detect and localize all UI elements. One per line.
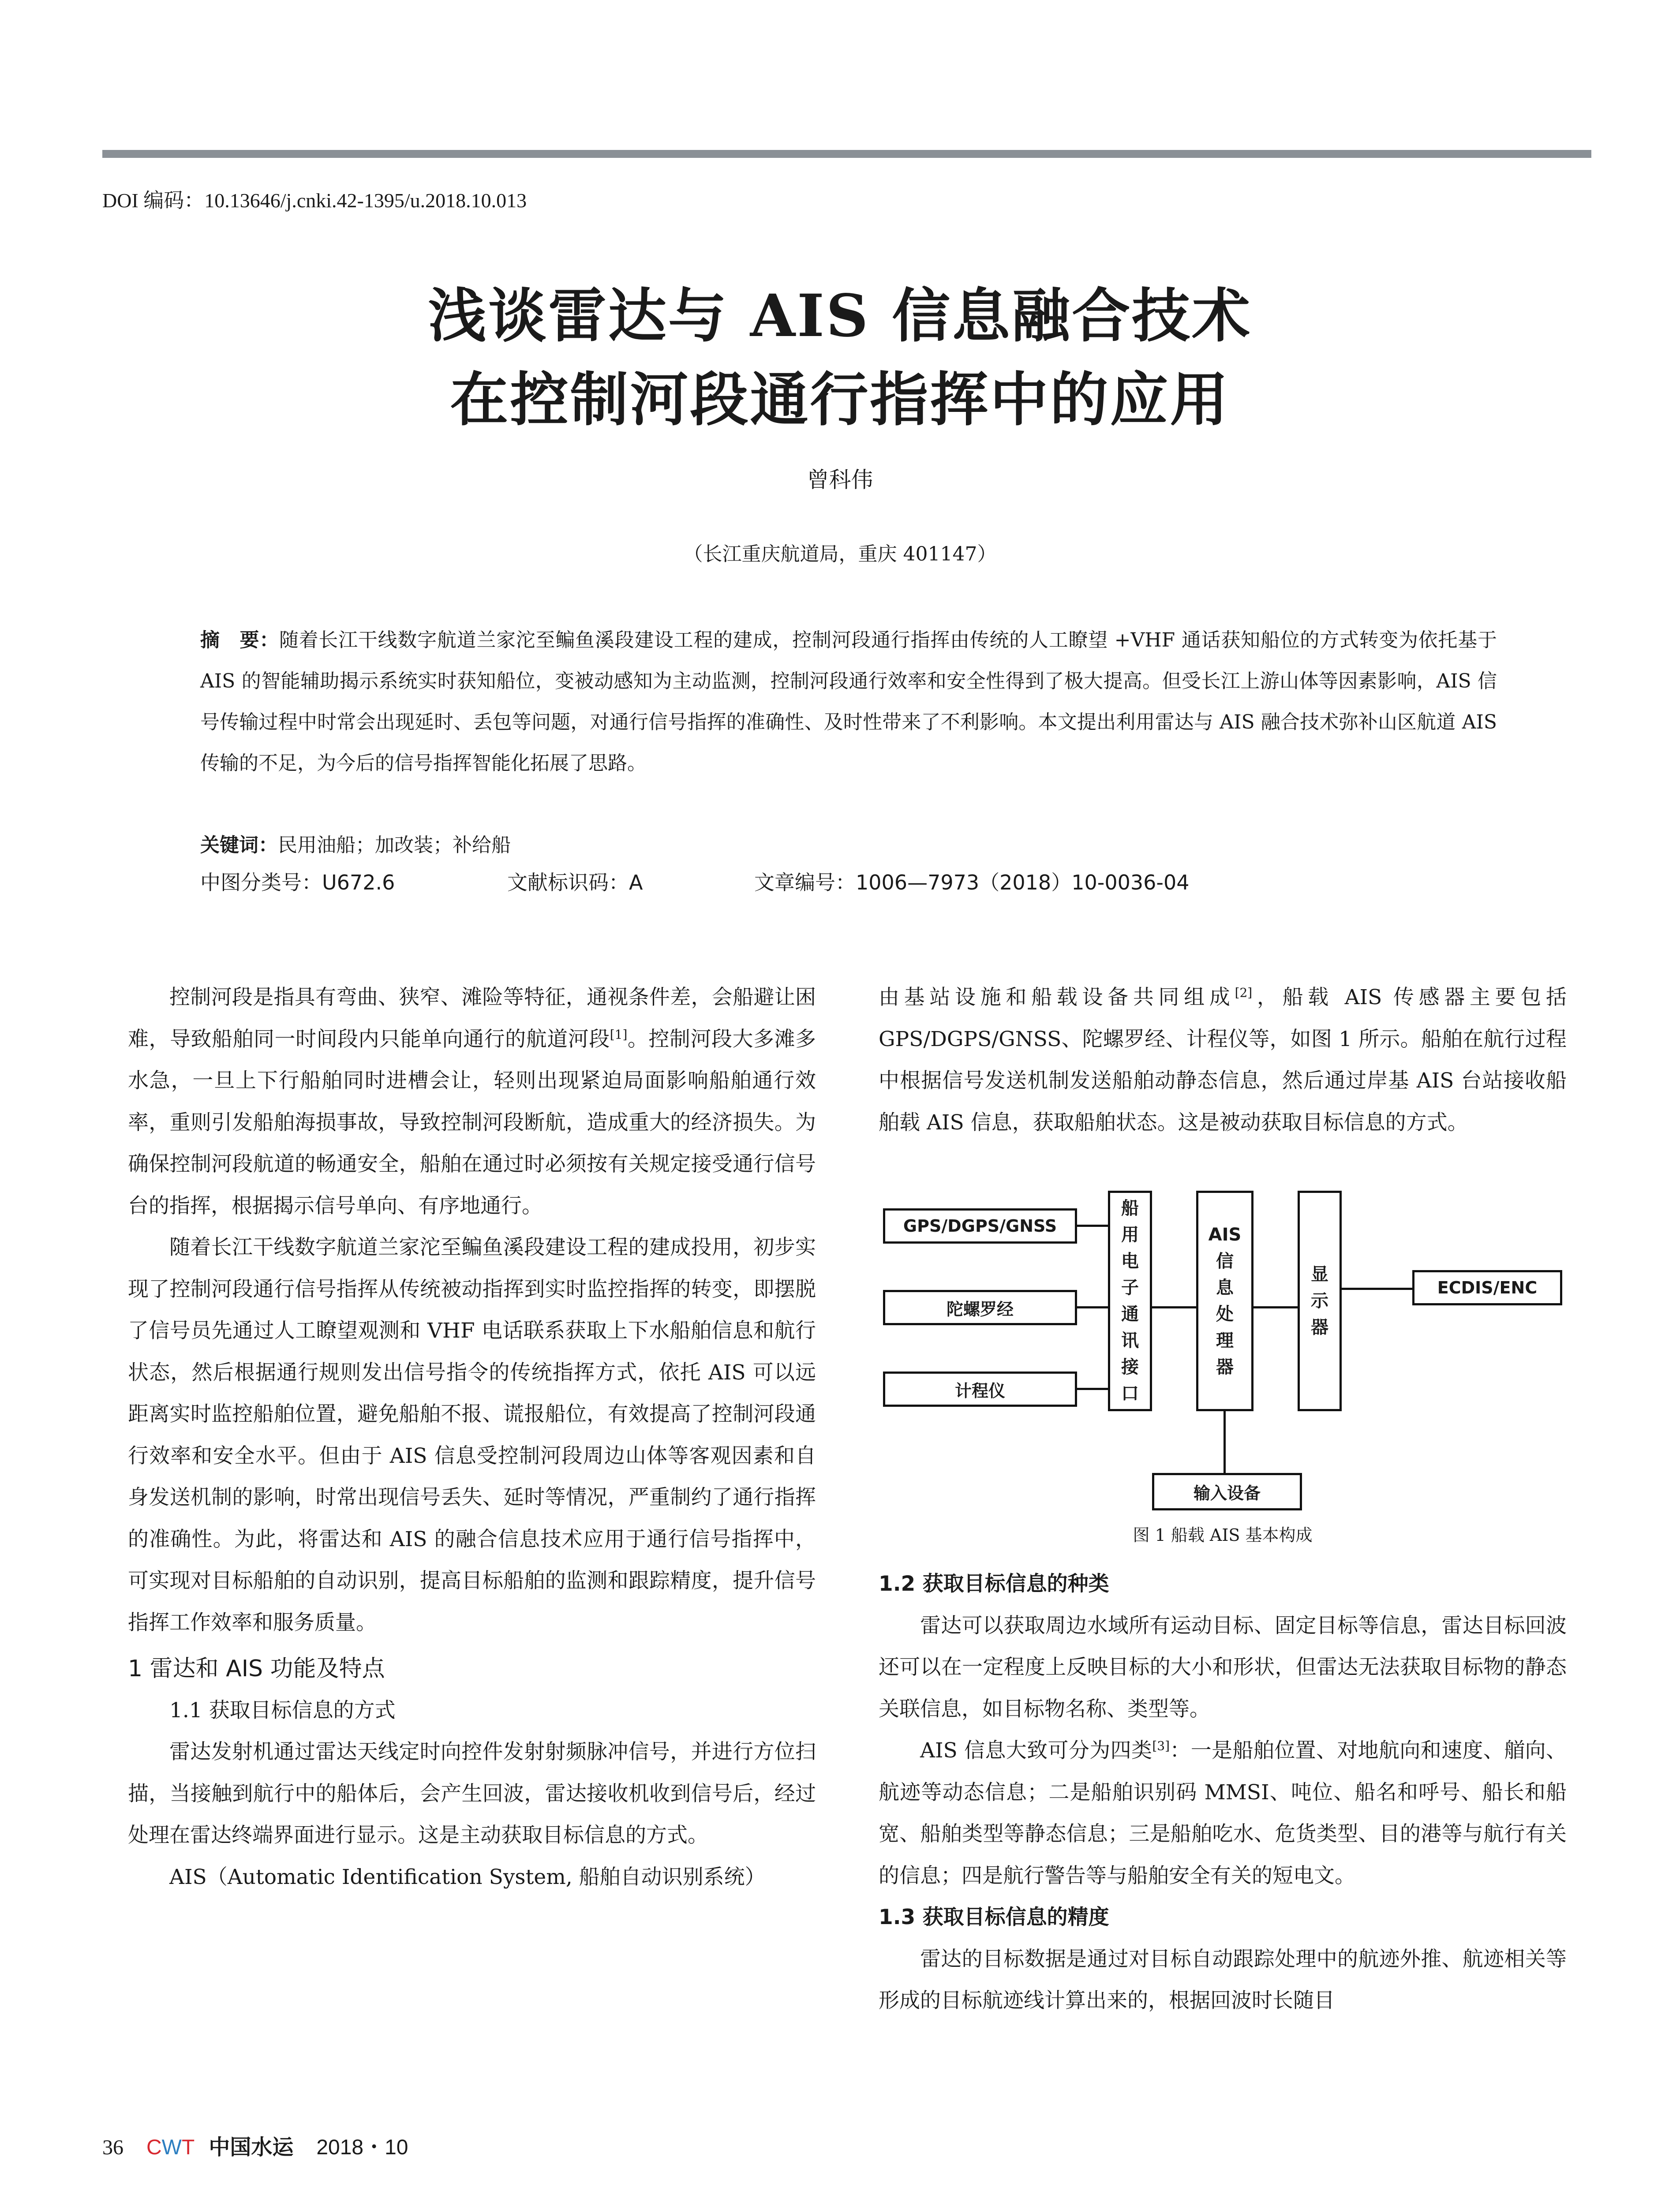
page-number: 36 bbox=[102, 2136, 123, 2159]
citation: [1] bbox=[610, 1027, 628, 1042]
paragraph: AIS（Automatic Identification System, 船舶自动识别系统） bbox=[169, 1865, 766, 1889]
page-title-line2: 在控制河段通行指挥中的应用 bbox=[450, 366, 1230, 434]
citation: [2] bbox=[1235, 985, 1253, 1000]
interface-box: 船 用 电 子 通 讯 接 口 bbox=[1108, 1191, 1152, 1411]
header-rule bbox=[102, 150, 1591, 158]
display-box: 显 示 器 bbox=[1298, 1191, 1342, 1411]
magazine-name: 中国水运 bbox=[209, 2135, 294, 2160]
gps-box: GPS/DGPS/GNSS bbox=[883, 1208, 1077, 1244]
paragraph: AIS 信息大致可分为四类[3]：一是船舶位置、对地航向和速度、艏向、航迹等动态信息；二是船舶识别码 MMSI、吨位、船名和呼号、船长和船宽、船舶类型等静态信息；三是船舶吃水、危货类型、目的港等与航行有关的信息；四是航行警告等与船舶安全有关的短电文。 bbox=[879, 1738, 1567, 1888]
paragraph: 随着长江干线数字航道兰家沱至鳊鱼溪段建设工程的建成投用，初步实现了控制河段通行信号指挥从传统被动指挥到实时监控指挥的转变，即摆脱了信号员先通过人工瞭望观测和 VHF 电话联系获取上下水船舶信息和航行状态，然后根据通行规则发出信号指令的传统指挥方式，依托 AIS 可以远距离实时监控船舶位置，避免船舶不报、谎报船位，有效提高了控制河段通行效率和安全水平。但由于 AIS 信息受控制河段周边山体等客观因素和自身发送机制的影响，时常出现信号丢失、延时等情况，严重制约了通行指挥的准确性。为此，将雷达和 AIS 的融合信息技术应用于通行信号指挥中，可实现对目标船舶的自动识别，提高目标船舶的监测和跟踪精度，提升信号指挥工作效率和服务质量。 bbox=[128, 1235, 816, 1635]
arrow bbox=[1152, 1306, 1196, 1308]
gyro-box: 陀螺罗经 bbox=[883, 1290, 1077, 1325]
log-box: 计程仪 bbox=[883, 1372, 1077, 1407]
abstract bbox=[200, 620, 1497, 784]
right-column-top bbox=[879, 977, 1567, 1144]
affiliation: （长江重庆航道局，重庆 401147） bbox=[683, 543, 997, 565]
arrow bbox=[1077, 1225, 1108, 1227]
ecdis-box: ECDIS/ENC bbox=[1412, 1270, 1562, 1305]
figure-caption: 图 1 船载 AIS 基本构成 bbox=[1133, 1525, 1313, 1545]
left-column bbox=[128, 977, 816, 1898]
abstract-text: 随着长江干线数字航道兰家沱至鳊鱼溪段建设工程的建成，控制河段通行指挥由传统的人工瞭望 +VHF 通话获知船位的方式转变为依托基于 AIS 的智能辅助揭示系统实时获知船位，变被动感知为主动监测，控制河段通行效率和安全性得到了极大提高。但受长江上游山体等因素影响，AIS 信号传输过程中时常会出现延时、丢包等问题，对通行信号指挥的准确性、及时性带来了不利影响。本文提出利用雷达与 AIS 融合技术弥补山区航道 AIS 传输的不足，为今后的信号指挥智能化拓展了思路。 bbox=[200, 629, 1497, 774]
abstract-label: 摘 要： bbox=[200, 629, 279, 651]
article-number: 文章编号：1006—7973（2018）10-0036-04 bbox=[754, 871, 1190, 894]
arrow bbox=[1077, 1306, 1108, 1308]
keywords-label: 关键词： bbox=[200, 834, 278, 856]
document-code: 文献标识码：A bbox=[507, 871, 643, 894]
paragraph: 雷达发射机通过雷达天线定时向控件发射射频脉冲信号，并进行方位扫描，当接触到航行中的船体后，会产生回波，雷达接收机收到信号后，经过处理在雷达终端界面进行显示。这是主动获取目标信息的方式。 bbox=[128, 1740, 816, 1847]
subsection-heading-1-2: 1.2 获取目标信息的种类 bbox=[879, 1572, 1109, 1596]
subsection-heading-1-1: 1.1 获取目标信息的方式 bbox=[169, 1698, 396, 1723]
arrow bbox=[1342, 1288, 1412, 1290]
clc-number: 中图分类号：U672.6 bbox=[200, 871, 395, 894]
keywords-text: 民用油船；加改装；补给船 bbox=[278, 834, 511, 856]
subsection-heading-1-3: 1.3 获取目标信息的精度 bbox=[879, 1905, 1109, 1929]
keywords bbox=[200, 829, 511, 857]
paragraph: 由基站设施和船载设备共同组成[2]，船载 AIS 传感器主要包括 GPS/DGPS/GNSS、陀螺罗经、计程仪等，如图 1 所示。船舶在航行过程中根据信号发送机制发送船舶动静态信息，然后通过岸基 AIS 台站接收船舶载 AIS 信息，获取船舶状态。这是被动获取目标信息的方式。 bbox=[879, 985, 1567, 1135]
citation: [3] bbox=[1152, 1738, 1170, 1753]
right-column-bottom bbox=[879, 1563, 1567, 2022]
doi: DOI 编码：10.13646/j.cnki.42-1395/u.2018.10.013 bbox=[102, 189, 527, 212]
input-device-box: 输入设备 bbox=[1152, 1473, 1302, 1510]
arrow bbox=[1077, 1388, 1108, 1390]
paragraph: 雷达的目标数据是通过对目标自动跟踪处理中的航迹外推、航迹相关等形成的目标航迹线计算出来的，根据回波时长随目 bbox=[879, 1947, 1567, 2013]
arrow bbox=[1224, 1411, 1226, 1473]
author: 曾科伟 bbox=[807, 467, 873, 493]
section-heading-1: 1 雷达和 AIS 功能及特点 bbox=[128, 1656, 385, 1682]
figure-1-diagram bbox=[879, 1191, 1567, 1548]
ais-processor-box: AIS 信 息 处 理 器 bbox=[1196, 1191, 1253, 1411]
page-title-line1: 浅谈雷达与 AIS 信息融合技术 bbox=[428, 282, 1252, 350]
page-footer bbox=[102, 2130, 408, 2160]
issue-date: 2018・10 bbox=[316, 2136, 408, 2159]
paragraph: 控制河段是指具有弯曲、狭窄、滩险等特征，通视条件差，会船避让困难，导致船舶同一时间段内只能单向通行的航道河段[1]。控制河段大多滩多水急，一旦上下行船舶同时进槽会让，轻则出现紧迫局面影响船舶通行效率，重则引发船舶海损事故，导致控制河段断航，造成重大的经济损失。为确保控制河段航道的畅通安全，船舶在通过时必须按有关规定接受通行信号台的指挥，根据揭示信号单向、有序地通行。 bbox=[128, 985, 816, 1218]
cwt-logo: CWT bbox=[146, 2136, 195, 2159]
paragraph: 雷达可以获取周边水域所有运动目标、固定目标等信息，雷达目标回波还可以在一定程度上反映目标的大小和形状，但雷达无法获取目标物的静态关联信息，如目标物名称、类型等。 bbox=[879, 1613, 1567, 1721]
arrow bbox=[1253, 1306, 1298, 1308]
